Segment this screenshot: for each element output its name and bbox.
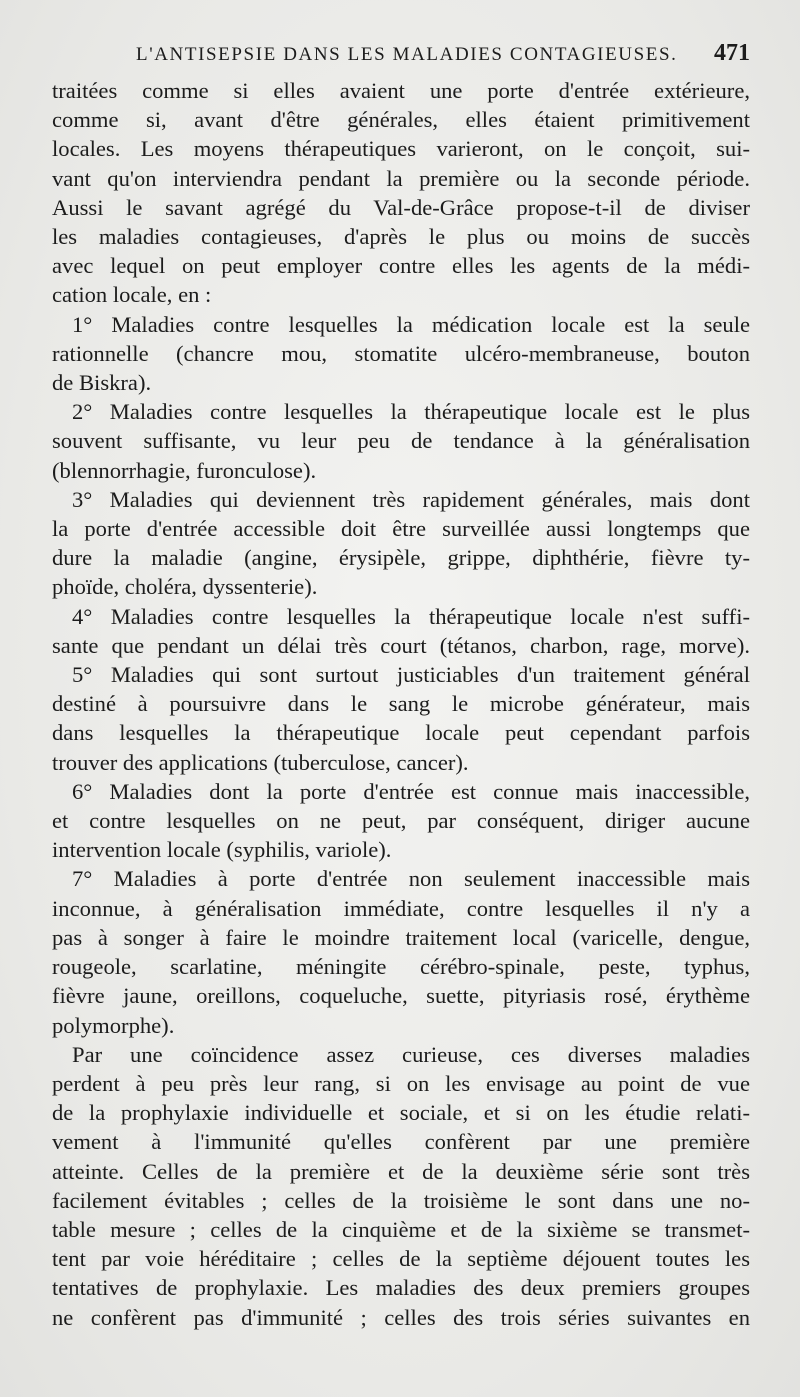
text-line: atteinte. Celles de la première et de la deuxième série sont très: [52, 1158, 750, 1184]
text-line: vant qu'on interviendra pendant la première ou la seconde période.: [52, 165, 750, 191]
text-line: phoïde, choléra, dyssenterie).: [52, 574, 318, 600]
body-text: [52, 76, 750, 1332]
text-line: (blennorrhagie, furonculose).: [52, 457, 317, 483]
text-line: Aussi le savant agrégé du Val-de-Grâce propose-t-il de diviser: [52, 194, 750, 220]
text-line: cation locale, en :: [52, 282, 212, 308]
paragraph-intro: [52, 76, 750, 310]
text-line: de la prophylaxie individuelle et sociale, et si on les étudie relati-: [52, 1100, 750, 1126]
paragraph-item-2: [52, 397, 750, 485]
text-line: dans lesquelles la thérapeutique locale peut cependant parfois: [52, 720, 750, 746]
text-line: avec lequel on peut employer contre elles les agents de la médi-: [52, 253, 750, 279]
text-line: polymorphe).: [52, 1012, 175, 1038]
text-line: perdent à peu près leur rang, si on les envisage au point de vue: [52, 1070, 750, 1096]
text-line: 5° Maladies qui sont surtout justiciables d'un traitement général: [72, 662, 750, 688]
text-line: rougeole, scarlatine, méningite cérébro-spinale, peste, typhus,: [52, 954, 750, 980]
text-line: 4° Maladies contre lesquelles la thérapeutique locale n'est suffi-: [72, 603, 750, 629]
text-line: ne confèrent pas d'immunité ; celles des trois séries suivantes en: [52, 1304, 750, 1330]
text-line: intervention locale (syphilis, variole).: [52, 837, 392, 863]
paragraph-item-3: [52, 485, 750, 602]
text-line: tent par voie héréditaire ; celles de la septième déjouent toutes les: [52, 1246, 750, 1272]
text-line: inconnue, à généralisation immédiate, contre lesquelles il n'y a: [52, 895, 750, 921]
text-line: et contre lesquelles on ne peut, par conséquent, diriger aucune: [52, 808, 750, 834]
text-line: les maladies contagieuses, d'après le plus ou moins de succès: [52, 224, 750, 250]
text-line: 1° Maladies contre lesquelles la médication locale est la seule: [72, 311, 750, 337]
text-line: rationnelle (chancre mou, stomatite ulcéro-membraneuse, bouton: [52, 340, 750, 366]
text-line: table mesure ; celles de la cinquième et de la sixième se transmet-: [52, 1216, 750, 1242]
text-line: destiné à poursuivre dans le sang le microbe générateur, mais: [52, 691, 750, 717]
running-header: [128, 38, 750, 68]
paragraph-item-4: [52, 602, 750, 660]
text-line: trouver des applications (tuberculose, cancer).: [52, 749, 469, 775]
text-line: 6° Maladies dont la porte d'entrée est connue mais inaccessible,: [72, 778, 750, 804]
paragraph-item-5: [52, 660, 750, 777]
text-line: 3° Maladies qui deviennent très rapidement générales, mais dont: [72, 486, 750, 512]
text-line: pas à songer à faire le moindre traitement local (varicelle, dengue,: [52, 924, 750, 950]
text-line: dure la maladie (angine, érysipèle, grippe, diphthérie, fièvre ty-: [52, 545, 750, 571]
text-line: tentatives de prophylaxie. Les maladies des deux premiers groupes: [52, 1275, 750, 1301]
text-line: sante que pendant un délai très court (tétanos, charbon, rage, morve).: [52, 632, 750, 658]
text-line: de Biskra).: [52, 370, 152, 396]
paragraph-prophylaxis: [52, 1040, 750, 1332]
running-title: L'ANTISEPSIE DANS LES MALADIES CONTAGIEUSES.: [136, 44, 678, 65]
text-line: 7° Maladies à porte d'entrée non seulement inaccessible mais: [72, 866, 750, 892]
paragraph-item-6: [52, 777, 750, 865]
paragraph-item-7: [52, 864, 750, 1039]
text-line: souvent suffisante, vu leur peu de tendance à la généralisation: [52, 428, 750, 454]
text-line: fièvre jaune, oreillons, coqueluche, suette, pityriasis rosé, érythème: [52, 983, 750, 1009]
text-line: comme si, avant d'être générales, elles étaient primitivement: [52, 107, 750, 133]
paragraph-item-1: [52, 310, 750, 398]
text-line: Par une coïncidence assez curieuse, ces diverses maladies: [72, 1041, 750, 1067]
text-line: locales. Les moyens thérapeutiques varieront, on le conçoit, sui-: [52, 136, 750, 162]
text-line: traitées comme si elles avaient une porte d'entrée extérieure,: [52, 78, 750, 103]
text-line: vement à l'immunité qu'elles confèrent par une première: [52, 1129, 750, 1155]
text-line: la porte d'entrée accessible doit être surveillée aussi longtemps que: [52, 516, 750, 542]
page-number: 471: [714, 40, 750, 66]
text-line: facilement évitables ; celles de la troisième le sont dans une no-: [52, 1187, 750, 1213]
text-line: 2° Maladies contre lesquelles la thérapeutique locale est le plus: [72, 399, 750, 425]
